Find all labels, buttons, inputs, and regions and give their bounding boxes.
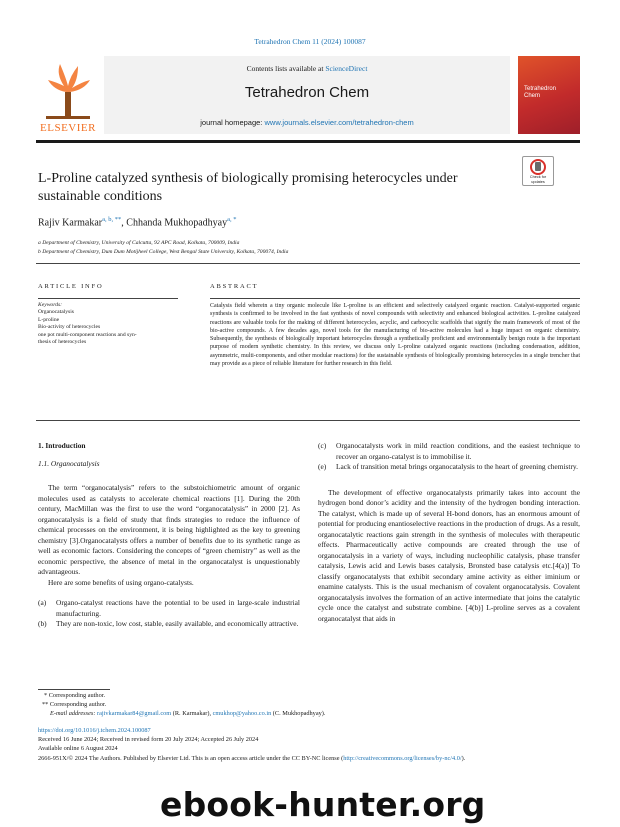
affiliation-b: b Department of Chemistry, Dum Dum Motijheel College, West Bengal State University, Kolkata, 700074, India: [38, 249, 289, 255]
license-link[interactable]: http://creativecommons.org/licenses/by-nc/4.0/: [343, 755, 462, 762]
paragraph: Here are some benefits of using organo-catalysts.: [48, 577, 194, 587]
list-text: They are non-toxic, low cost, stable, easily available, and economically attractive.: [56, 619, 299, 628]
contents-prefix: Contents lists available at: [246, 64, 326, 73]
footnote-corresponding-2: ** Corresponding author.: [42, 701, 107, 708]
check-for-updates-label: [522, 175, 554, 184]
masthead-rule: [36, 140, 580, 143]
abstract-paragraph: Catalysis field wherein a tiny organic molecule like L-proline is an efficient and selectively catalyzed organic reaction. Catalyst-supported organic synthesis is confirmed to be involved in the fast synthesis of novel compounds with selectivity and enhanced biological activities. L-proline catalyzed reactions are valuable tools for the making of different heterocycles, acyclic, and carbocyclic scaffolds that signify the main framework of most of the bio-active compounds. A few decades ago, novel tools for the manufacturing of bio-active molecules had a huge impact on organic chemistry. Subsequently, the synthesis of biologically important heterocycles through a synthetically proficient and environmentally benign route is the important purpose of modern synthetic chemistry. In this review, we discuss only L-proline catalyzed organic reactions (including condensation, addition, asymmetric, multi-components, and other modular reactions) for the sustainable synthesis of biologically promising heterocycles in a single trencher that may provide as a piece of reliable literature for further research in this field.: [210, 303, 580, 368]
affiliation-a: a Department of Chemistry, University of Calcutta, 92 APC Road, Kolkata, 700009, India: [38, 240, 240, 246]
list-item: [318, 441, 580, 462]
benefit-list: [38, 598, 300, 630]
homepage-prefix: journal homepage:: [200, 118, 265, 127]
list-marker: (e): [318, 462, 327, 471]
homepage-link[interactable]: www.journals.elsevier.com/tetrahedron-chem: [264, 118, 414, 127]
subsection-heading: 1.1. Organocatalysis: [38, 458, 100, 468]
keyword-item: L-proline: [38, 316, 60, 323]
footnote-rule: [38, 689, 110, 690]
list-item: [318, 462, 580, 473]
received-dates: Received 16 June 2024; Received in revised form 20 July 2024; Accepted 26 July 2024: [38, 736, 259, 743]
email-link-mukhopadhyay[interactable]: cmukhop@yahoo.co.in: [212, 710, 272, 717]
cover-title-line1: Tetrahedron: [524, 86, 557, 92]
keyword-item: one pot multi-component reactions and syn-: [38, 331, 137, 338]
abstract-heading: ABSTRACT: [210, 283, 259, 290]
list-marker: (b): [38, 619, 47, 628]
license-prefix: 2666-951X/© 2024 The Authors. Published by Elsevier Ltd. This is an open access article under the CC BY-NC license (: [38, 755, 344, 762]
article-title: [38, 170, 508, 206]
cover-title-line2: Chem: [524, 93, 541, 99]
paragraph: The development of effective organocatalysts primarily takes into account the hydrogen bond donor’s acidity and the intensity of the hydrogen bonding interaction. The catalyst, which is made up of several H-bond donors, has an enormous amount of potential for producing enantioselective reactions in the production of drugs. As a result, organocatalytic reactions gain strength in the synthesis of molecules with therapeutic effects. Pharmaceutically active compounds are created through the use of organocatalysis in a variety of ways, including nucleophilic catalysis, phase transfer catalysis, Lewis acid and Lewis bases catalysis, Bronsted base catalysis etc.[4(a)] To classify organocatalysts that exhibit secondary amine activity as either iminium or enamine catalysts. This is the usual mechanism of covalent organocatalysis. Covalent organocatalysis involves the formation of an active intermediate that joins the catalytic cycle once the catalyst and substrate combine. [4(b)] L-proline serves as a covalent organocatalyst that aids in: [318, 487, 580, 623]
title-line1: L-Proline catalyzed synthesis of biologically promising heterocycles under: [38, 171, 458, 186]
journal-reference[interactable]: Tetrahedron Chem 11 (2024) 100087: [254, 37, 366, 46]
footnote-corresponding-1: * Corresponding author.: [44, 692, 106, 699]
author-affiliation-marker[interactable]: a, b, **: [102, 216, 122, 223]
list-item: [38, 619, 300, 630]
title-line2: sustainable conditions: [38, 189, 163, 204]
list-marker: (a): [38, 598, 47, 607]
sciencedirect-link[interactable]: ScienceDirect: [325, 64, 368, 73]
abstract-divider: [36, 420, 580, 421]
left-column: [38, 441, 300, 630]
header-divider: [36, 263, 580, 264]
article-info-heading: ARTICLE INFO: [38, 283, 104, 290]
watermark: ebook-hunter.org: [160, 785, 486, 824]
paragraph: The term “organocatalysis” refers to the substoichiometric amount of organic molecules used as catalysts to accelerate chemical reactions [1]. During the 20th century, MacMillan was the first to use the word “organocatalysis” in 2000 [2]. As organocatalysis is a field of study that finds strategies to reduce the influence of chemical processes on the environment, it is being highlighted as the key to greening chemistry [3].Organocatalysts offers a number of benefits due to its synthetic range as well as economic factors. Considering the concepts of “green chemistry” as well as the economic perspective, the absence of metal in the organocatalyst is unquestionably advantageous.: [38, 483, 300, 576]
journal-cover-thumbnail: [518, 56, 580, 134]
list-text: Organo-catalyst reactions have the potential to be used in large-scale industrial manufacturing.: [56, 598, 300, 618]
check-line2: updates: [531, 179, 545, 184]
email-label: E-mail addresses:: [50, 710, 97, 717]
author-affiliation-marker[interactable]: a, *: [227, 216, 237, 223]
author-name: Rajiv Karmakar: [38, 217, 103, 229]
keywords-box: [38, 298, 178, 346]
contents-line: [104, 64, 510, 73]
keyword-item: Bio-activity of heterocycles: [38, 324, 101, 331]
check-line1: Check for: [529, 175, 547, 179]
email-owner: (R. Karmakar),: [171, 710, 213, 717]
elsevier-wordmark: ELSEVIER: [40, 122, 96, 134]
keyword-item: thesis of heterocycles: [38, 339, 87, 346]
license-suffix: ).: [461, 755, 466, 762]
license-statement: [38, 755, 584, 763]
cover-title: [524, 86, 556, 100]
author-name: Chhanda Mukhopadhyay: [126, 217, 228, 229]
list-text: Lack of transition metal brings organocatalysis to the heart of greening chemistry.: [336, 462, 578, 471]
journal-homepage: [104, 118, 510, 127]
list-marker: (c): [318, 441, 327, 450]
abstract-text: [210, 298, 580, 368]
author-separator: ,: [121, 217, 127, 229]
email-owner: (C. Mukhopadhyay).: [271, 710, 326, 717]
list-item: [38, 598, 300, 619]
list-text: Organocatalysts work in mild reaction conditions, and the easiest technique to recover an organo-catalyst is to immobilise it.: [336, 441, 580, 461]
keyword-item: Organocatalysis: [38, 309, 74, 316]
journal-title: Tetrahedron Chem: [244, 84, 370, 101]
footnote-emails: [50, 710, 325, 719]
right-column: [318, 441, 580, 624]
available-online: Available online 6 August 2024: [38, 745, 118, 752]
author-list: [38, 216, 518, 228]
doi-link[interactable]: https://doi.org/10.1016/j.tchem.2024.100087: [38, 727, 151, 734]
journal-masthead: [104, 56, 510, 134]
section-heading: 1. Introduction: [38, 441, 86, 450]
email-link-karmakar[interactable]: rajivkarmakar84@gmail.com: [97, 710, 172, 717]
keywords-label: Keywords:: [38, 302, 63, 308]
